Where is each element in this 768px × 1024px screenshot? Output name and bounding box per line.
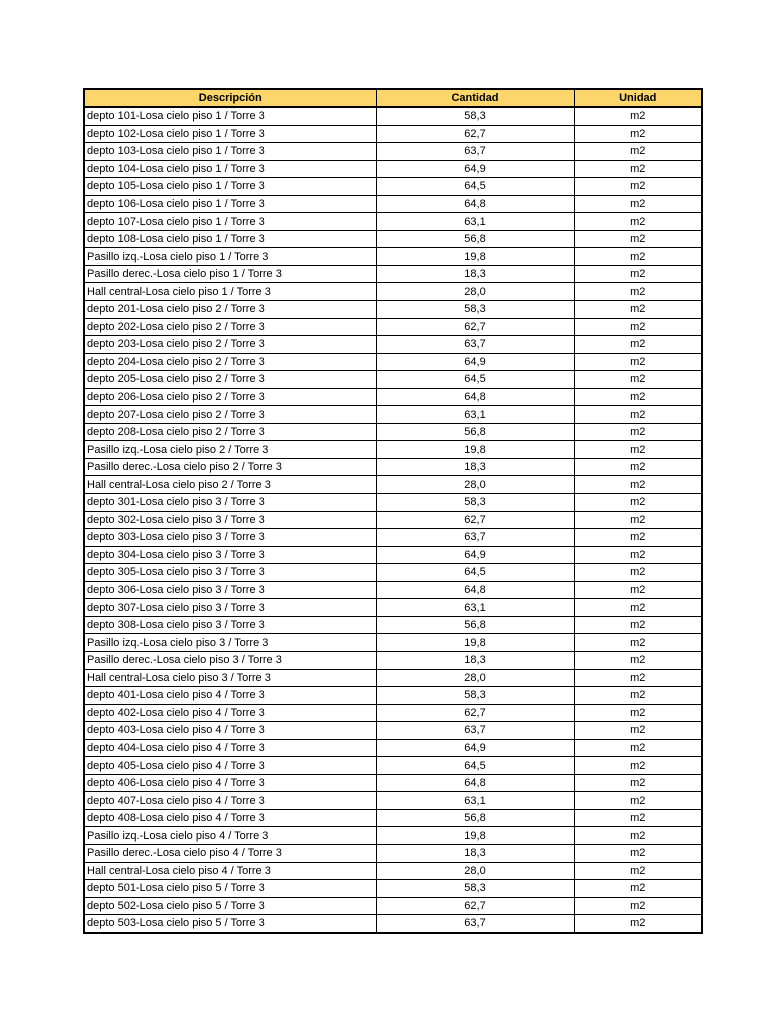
cell-descripcion: depto 501-Losa cielo piso 5 / Torre 3 <box>84 880 376 898</box>
cell-descripcion: depto 502-Losa cielo piso 5 / Torre 3 <box>84 897 376 915</box>
table-row <box>84 143 702 161</box>
cell-descripcion: depto 208-Losa cielo piso 2 / Torre 3 <box>84 423 376 441</box>
cell-unidad: m2 <box>574 125 702 143</box>
table-row <box>84 388 702 406</box>
table-row <box>84 371 702 389</box>
cell-unidad: m2 <box>574 476 702 494</box>
cell-unidad: m2 <box>574 687 702 705</box>
table-row <box>84 353 702 371</box>
table-row <box>84 511 702 529</box>
cell-descripcion: Pasillo derec.-Losa cielo piso 1 / Torre 3 <box>84 265 376 283</box>
cell-cantidad: 64,5 <box>376 564 574 582</box>
cell-unidad: m2 <box>574 371 702 389</box>
table-row <box>84 529 702 547</box>
cell-unidad: m2 <box>574 880 702 898</box>
header-cantidad: Cantidad <box>376 89 574 107</box>
cell-cantidad: 63,7 <box>376 336 574 354</box>
cell-unidad: m2 <box>574 265 702 283</box>
cell-cantidad: 63,1 <box>376 792 574 810</box>
cell-cantidad: 56,8 <box>376 616 574 634</box>
cell-unidad: m2 <box>574 248 702 266</box>
cell-descripcion: depto 302-Losa cielo piso 3 / Torre 3 <box>84 511 376 529</box>
cell-descripcion: Pasillo izq.-Losa cielo piso 1 / Torre 3 <box>84 248 376 266</box>
table-row <box>84 494 702 512</box>
cell-unidad: m2 <box>574 564 702 582</box>
cell-descripcion: depto 408-Losa cielo piso 4 / Torre 3 <box>84 809 376 827</box>
cell-descripcion: depto 305-Losa cielo piso 3 / Torre 3 <box>84 564 376 582</box>
cell-unidad: m2 <box>574 774 702 792</box>
cell-descripcion: Pasillo izq.-Losa cielo piso 2 / Torre 3 <box>84 441 376 459</box>
cell-unidad: m2 <box>574 599 702 617</box>
cell-descripcion: depto 407-Losa cielo piso 4 / Torre 3 <box>84 792 376 810</box>
quantities-table <box>83 88 703 934</box>
cell-unidad: m2 <box>574 301 702 319</box>
cell-cantidad: 58,3 <box>376 107 574 125</box>
table-row <box>84 827 702 845</box>
cell-cantidad: 62,7 <box>376 897 574 915</box>
cell-cantidad: 56,8 <box>376 423 574 441</box>
cell-cantidad: 64,5 <box>376 757 574 775</box>
cell-descripcion: depto 403-Losa cielo piso 4 / Torre 3 <box>84 722 376 740</box>
cell-cantidad: 64,9 <box>376 353 574 371</box>
table-row <box>84 195 702 213</box>
header-unidad: Unidad <box>574 89 702 107</box>
cell-unidad: m2 <box>574 143 702 161</box>
cell-cantidad: 58,3 <box>376 687 574 705</box>
cell-cantidad: 18,3 <box>376 844 574 862</box>
table-row <box>84 125 702 143</box>
cell-descripcion: depto 104-Losa cielo piso 1 / Torre 3 <box>84 160 376 178</box>
table-row <box>84 406 702 424</box>
cell-unidad: m2 <box>574 441 702 459</box>
table-row <box>84 844 702 862</box>
cell-descripcion: Hall central-Losa cielo piso 1 / Torre 3 <box>84 283 376 301</box>
cell-unidad: m2 <box>574 651 702 669</box>
cell-cantidad: 63,7 <box>376 529 574 547</box>
table-row <box>84 599 702 617</box>
table-row <box>84 423 702 441</box>
table-row <box>84 792 702 810</box>
table-row <box>84 581 702 599</box>
cell-descripcion: depto 503-Losa cielo piso 5 / Torre 3 <box>84 915 376 933</box>
table-row <box>84 897 702 915</box>
table-row <box>84 669 702 687</box>
cell-cantidad: 19,8 <box>376 827 574 845</box>
table-row <box>84 213 702 231</box>
table-row <box>84 634 702 652</box>
table-row <box>84 248 702 266</box>
table-row <box>84 301 702 319</box>
cell-unidad: m2 <box>574 178 702 196</box>
cell-unidad: m2 <box>574 616 702 634</box>
table-row <box>84 616 702 634</box>
table-row <box>84 722 702 740</box>
cell-cantidad: 56,8 <box>376 809 574 827</box>
cell-cantidad: 64,8 <box>376 581 574 599</box>
table-row <box>84 862 702 880</box>
table-row <box>84 739 702 757</box>
cell-unidad: m2 <box>574 353 702 371</box>
table-row <box>84 178 702 196</box>
table-row <box>84 915 702 933</box>
cell-unidad: m2 <box>574 757 702 775</box>
cell-cantidad: 64,9 <box>376 160 574 178</box>
cell-cantidad: 63,7 <box>376 915 574 933</box>
table-row <box>84 230 702 248</box>
cell-unidad: m2 <box>574 915 702 933</box>
table-header <box>84 89 702 107</box>
table-row <box>84 265 702 283</box>
cell-cantidad: 28,0 <box>376 476 574 494</box>
cell-cantidad: 64,5 <box>376 371 574 389</box>
table-row <box>84 546 702 564</box>
cell-cantidad: 63,1 <box>376 406 574 424</box>
cell-unidad: m2 <box>574 213 702 231</box>
cell-cantidad: 63,7 <box>376 143 574 161</box>
cell-cantidad: 62,7 <box>376 318 574 336</box>
cell-cantidad: 28,0 <box>376 283 574 301</box>
table-row <box>84 880 702 898</box>
cell-cantidad: 63,1 <box>376 599 574 617</box>
cell-cantidad: 18,3 <box>376 458 574 476</box>
cell-unidad: m2 <box>574 458 702 476</box>
cell-descripcion: depto 304-Losa cielo piso 3 / Torre 3 <box>84 546 376 564</box>
cell-cantidad: 64,5 <box>376 178 574 196</box>
cell-descripcion: depto 204-Losa cielo piso 2 / Torre 3 <box>84 353 376 371</box>
cell-cantidad: 64,8 <box>376 388 574 406</box>
cell-unidad: m2 <box>574 809 702 827</box>
cell-unidad: m2 <box>574 669 702 687</box>
cell-descripcion: Hall central-Losa cielo piso 2 / Torre 3 <box>84 476 376 494</box>
cell-unidad: m2 <box>574 722 702 740</box>
cell-cantidad: 19,8 <box>376 248 574 266</box>
cell-cantidad: 62,7 <box>376 704 574 722</box>
table-row <box>84 458 702 476</box>
table-row <box>84 107 702 125</box>
cell-descripcion: depto 402-Losa cielo piso 4 / Torre 3 <box>84 704 376 722</box>
cell-descripcion: depto 404-Losa cielo piso 4 / Torre 3 <box>84 739 376 757</box>
cell-descripcion: depto 308-Losa cielo piso 3 / Torre 3 <box>84 616 376 634</box>
cell-descripcion: depto 406-Losa cielo piso 4 / Torre 3 <box>84 774 376 792</box>
cell-cantidad: 28,0 <box>376 862 574 880</box>
table-row <box>84 651 702 669</box>
cell-descripcion: depto 205-Losa cielo piso 2 / Torre 3 <box>84 371 376 389</box>
cell-cantidad: 18,3 <box>376 651 574 669</box>
cell-unidad: m2 <box>574 739 702 757</box>
cell-descripcion: depto 307-Losa cielo piso 3 / Torre 3 <box>84 599 376 617</box>
cell-cantidad: 64,9 <box>376 546 574 564</box>
table-row <box>84 687 702 705</box>
table-row <box>84 283 702 301</box>
cell-descripcion: depto 107-Losa cielo piso 1 / Torre 3 <box>84 213 376 231</box>
cell-descripcion: depto 301-Losa cielo piso 3 / Torre 3 <box>84 494 376 512</box>
cell-unidad: m2 <box>574 336 702 354</box>
table-row <box>84 774 702 792</box>
cell-descripcion: depto 401-Losa cielo piso 4 / Torre 3 <box>84 687 376 705</box>
cell-unidad: m2 <box>574 388 702 406</box>
cell-descripcion: depto 102-Losa cielo piso 1 / Torre 3 <box>84 125 376 143</box>
cell-unidad: m2 <box>574 160 702 178</box>
cell-cantidad: 19,8 <box>376 634 574 652</box>
cell-cantidad: 63,1 <box>376 213 574 231</box>
table-row <box>84 757 702 775</box>
cell-unidad: m2 <box>574 529 702 547</box>
cell-unidad: m2 <box>574 827 702 845</box>
cell-cantidad: 58,3 <box>376 494 574 512</box>
cell-unidad: m2 <box>574 862 702 880</box>
cell-descripcion: depto 405-Losa cielo piso 4 / Torre 3 <box>84 757 376 775</box>
cell-descripcion: depto 108-Losa cielo piso 1 / Torre 3 <box>84 230 376 248</box>
cell-unidad: m2 <box>574 634 702 652</box>
cell-unidad: m2 <box>574 318 702 336</box>
cell-descripcion: depto 206-Losa cielo piso 2 / Torre 3 <box>84 388 376 406</box>
table-row <box>84 564 702 582</box>
cell-cantidad: 28,0 <box>376 669 574 687</box>
cell-descripcion: depto 101-Losa cielo piso 1 / Torre 3 <box>84 107 376 125</box>
cell-descripcion: Pasillo derec.-Losa cielo piso 3 / Torre 3 <box>84 651 376 669</box>
table-row <box>84 318 702 336</box>
cell-unidad: m2 <box>574 844 702 862</box>
cell-cantidad: 19,8 <box>376 441 574 459</box>
cell-cantidad: 64,8 <box>376 774 574 792</box>
cell-descripcion: depto 203-Losa cielo piso 2 / Torre 3 <box>84 336 376 354</box>
cell-unidad: m2 <box>574 406 702 424</box>
table-row <box>84 441 702 459</box>
cell-descripcion: depto 106-Losa cielo piso 1 / Torre 3 <box>84 195 376 213</box>
table-body <box>84 107 702 933</box>
cell-unidad: m2 <box>574 283 702 301</box>
cell-cantidad: 63,7 <box>376 722 574 740</box>
cell-descripcion: depto 105-Losa cielo piso 1 / Torre 3 <box>84 178 376 196</box>
table-row <box>84 476 702 494</box>
cell-cantidad: 62,7 <box>376 511 574 529</box>
cell-cantidad: 58,3 <box>376 880 574 898</box>
cell-descripcion: depto 306-Losa cielo piso 3 / Torre 3 <box>84 581 376 599</box>
cell-cantidad: 64,8 <box>376 195 574 213</box>
cell-descripcion: depto 202-Losa cielo piso 2 / Torre 3 <box>84 318 376 336</box>
cell-cantidad: 64,9 <box>376 739 574 757</box>
cell-unidad: m2 <box>574 195 702 213</box>
cell-unidad: m2 <box>574 107 702 125</box>
cell-unidad: m2 <box>574 511 702 529</box>
cell-descripcion: Hall central-Losa cielo piso 4 / Torre 3 <box>84 862 376 880</box>
header-descripcion: Descripción <box>84 89 376 107</box>
cell-unidad: m2 <box>574 581 702 599</box>
cell-unidad: m2 <box>574 897 702 915</box>
cell-descripcion: Pasillo izq.-Losa cielo piso 3 / Torre 3 <box>84 634 376 652</box>
cell-cantidad: 18,3 <box>376 265 574 283</box>
cell-descripcion: depto 201-Losa cielo piso 2 / Torre 3 <box>84 301 376 319</box>
table-row <box>84 160 702 178</box>
cell-cantidad: 58,3 <box>376 301 574 319</box>
table-row <box>84 336 702 354</box>
cell-descripcion: Pasillo derec.-Losa cielo piso 2 / Torre 3 <box>84 458 376 476</box>
cell-unidad: m2 <box>574 704 702 722</box>
cell-cantidad: 62,7 <box>376 125 574 143</box>
cell-unidad: m2 <box>574 546 702 564</box>
cell-descripcion: Pasillo izq.-Losa cielo piso 4 / Torre 3 <box>84 827 376 845</box>
table-row <box>84 809 702 827</box>
cell-unidad: m2 <box>574 423 702 441</box>
cell-descripcion: depto 103-Losa cielo piso 1 / Torre 3 <box>84 143 376 161</box>
cell-descripcion: depto 207-Losa cielo piso 2 / Torre 3 <box>84 406 376 424</box>
cell-descripcion: Hall central-Losa cielo piso 3 / Torre 3 <box>84 669 376 687</box>
header-row <box>84 89 702 107</box>
cell-unidad: m2 <box>574 792 702 810</box>
table-row <box>84 704 702 722</box>
cell-unidad: m2 <box>574 494 702 512</box>
cell-descripcion: depto 303-Losa cielo piso 3 / Torre 3 <box>84 529 376 547</box>
cell-descripcion: Pasillo derec.-Losa cielo piso 4 / Torre 3 <box>84 844 376 862</box>
cell-cantidad: 56,8 <box>376 230 574 248</box>
cell-unidad: m2 <box>574 230 702 248</box>
